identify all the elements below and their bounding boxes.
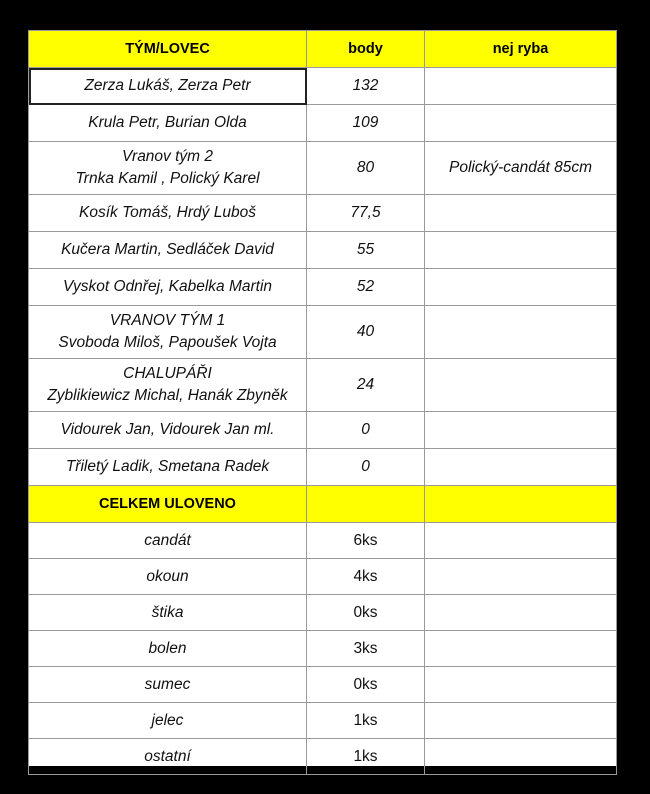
team-name-line: Kosík Tomáš, Hrdý Luboš: [79, 204, 256, 221]
team-best-fish-cell[interactable]: [425, 232, 617, 269]
team-names-cell[interactable]: [29, 232, 307, 269]
spreadsheet-sheet: [28, 30, 616, 766]
team-name-line: CHALUPÁŘI: [123, 365, 212, 382]
catch-empty-cell[interactable]: [425, 523, 617, 559]
catch-row: [29, 703, 617, 739]
catch-species-cell[interactable]: bolen: [29, 631, 307, 667]
team-row: [29, 359, 617, 412]
catch-header-empty-cell[interactable]: [307, 486, 425, 523]
team-names-cell[interactable]: [29, 269, 307, 306]
team-points-cell[interactable]: 52: [307, 269, 425, 306]
team-points-cell[interactable]: 109: [307, 105, 425, 142]
catch-row: [29, 523, 617, 559]
team-row: [29, 306, 617, 359]
team-name-line: Krula Petr, Burian Olda: [88, 114, 247, 131]
team-best-fish-cell[interactable]: [425, 412, 617, 449]
catch-species-cell[interactable]: sumec: [29, 667, 307, 703]
team-points-cell[interactable]: 40: [307, 306, 425, 359]
catch-count-cell[interactable]: 0ks: [307, 667, 425, 703]
team-row: [29, 142, 617, 195]
team-row: [29, 412, 617, 449]
team-name-line: Kučera Martin, Sedláček David: [61, 241, 274, 258]
team-points-cell[interactable]: 0: [307, 412, 425, 449]
team-points-cell[interactable]: 0: [307, 449, 425, 486]
team-points-cell[interactable]: 80: [307, 142, 425, 195]
team-points-cell[interactable]: 132: [307, 68, 425, 105]
team-best-fish-cell[interactable]: [425, 68, 617, 105]
catch-header-row: [29, 486, 617, 523]
team-best-fish-cell[interactable]: [425, 105, 617, 142]
team-names-cell[interactable]: [29, 105, 307, 142]
team-best-fish-cell[interactable]: Polický-candát 85cm: [425, 142, 617, 195]
catch-row: [29, 631, 617, 667]
team-best-fish-cell[interactable]: [425, 306, 617, 359]
team-names-cell[interactable]: [29, 142, 307, 195]
header-points-cell[interactable]: body: [307, 31, 425, 68]
header-row: [29, 31, 617, 68]
catch-row: [29, 559, 617, 595]
team-best-fish-cell[interactable]: [425, 195, 617, 232]
team-row: [29, 195, 617, 232]
catch-count-cell[interactable]: 1ks: [307, 739, 425, 775]
team-names-cell[interactable]: [29, 306, 307, 359]
catch-count-cell[interactable]: 4ks: [307, 559, 425, 595]
team-row: [29, 449, 617, 486]
team-name-line: Třiletý Ladik, Smetana Radek: [65, 458, 270, 475]
team-names-cell[interactable]: [29, 359, 307, 412]
team-name-line: Svoboda Miloš, Papoušek Vojta: [58, 334, 277, 351]
team-points-cell[interactable]: 55: [307, 232, 425, 269]
team-name-line: Vyskot Odnřej, Kabelka Martin: [62, 278, 273, 295]
catch-count-cell[interactable]: 3ks: [307, 631, 425, 667]
header-best-fish-cell[interactable]: nej ryba: [425, 31, 617, 68]
catch-species-cell[interactable]: ostatní: [29, 739, 307, 775]
results-table: [28, 30, 617, 775]
team-row: [29, 269, 617, 306]
catch-count-cell[interactable]: 0ks: [307, 595, 425, 631]
catch-row: [29, 667, 617, 703]
team-points-cell[interactable]: 24: [307, 359, 425, 412]
team-names-cell[interactable]: [29, 68, 307, 105]
team-best-fish-cell[interactable]: [425, 269, 617, 306]
catch-empty-cell[interactable]: [425, 667, 617, 703]
team-row: [29, 68, 617, 105]
catch-empty-cell[interactable]: [425, 631, 617, 667]
catch-count-cell[interactable]: 1ks: [307, 703, 425, 739]
catch-species-cell[interactable]: štika: [29, 595, 307, 631]
team-row: [29, 105, 617, 142]
catch-species-cell[interactable]: jelec: [29, 703, 307, 739]
team-row: [29, 232, 617, 269]
catch-empty-cell[interactable]: [425, 559, 617, 595]
catch-species-cell[interactable]: okoun: [29, 559, 307, 595]
team-points-cell[interactable]: 77,5: [307, 195, 425, 232]
catch-empty-cell[interactable]: [425, 703, 617, 739]
catch-count-cell[interactable]: 6ks: [307, 523, 425, 559]
team-name-line: Vidourek Jan, Vidourek Jan ml.: [60, 421, 275, 438]
catch-row: [29, 739, 617, 775]
team-name-line: Zerza Lukáš, Zerza Petr: [84, 77, 251, 94]
catch-row: [29, 595, 617, 631]
catch-species-cell[interactable]: candát: [29, 523, 307, 559]
team-names-cell[interactable]: [29, 449, 307, 486]
team-name-line: Zyblikiewicz Michal, Hanák Zbyněk: [47, 387, 288, 404]
team-names-cell[interactable]: [29, 412, 307, 449]
team-names-cell[interactable]: [29, 195, 307, 232]
catch-empty-cell[interactable]: [425, 595, 617, 631]
team-name-line: Trnka Kamil , Polický Karel: [75, 170, 260, 187]
catch-header-empty-cell[interactable]: [425, 486, 617, 523]
header-team-cell[interactable]: TÝM/LOVEC: [29, 31, 307, 68]
catch-empty-cell[interactable]: [425, 739, 617, 775]
team-name-line: VRANOV TÝM 1: [109, 312, 226, 329]
team-best-fish-cell[interactable]: [425, 449, 617, 486]
catch-header-title-cell[interactable]: CELKEM ULOVENO: [29, 486, 307, 523]
team-name-line: Vranov tým 2: [121, 148, 214, 165]
team-best-fish-cell[interactable]: [425, 359, 617, 412]
